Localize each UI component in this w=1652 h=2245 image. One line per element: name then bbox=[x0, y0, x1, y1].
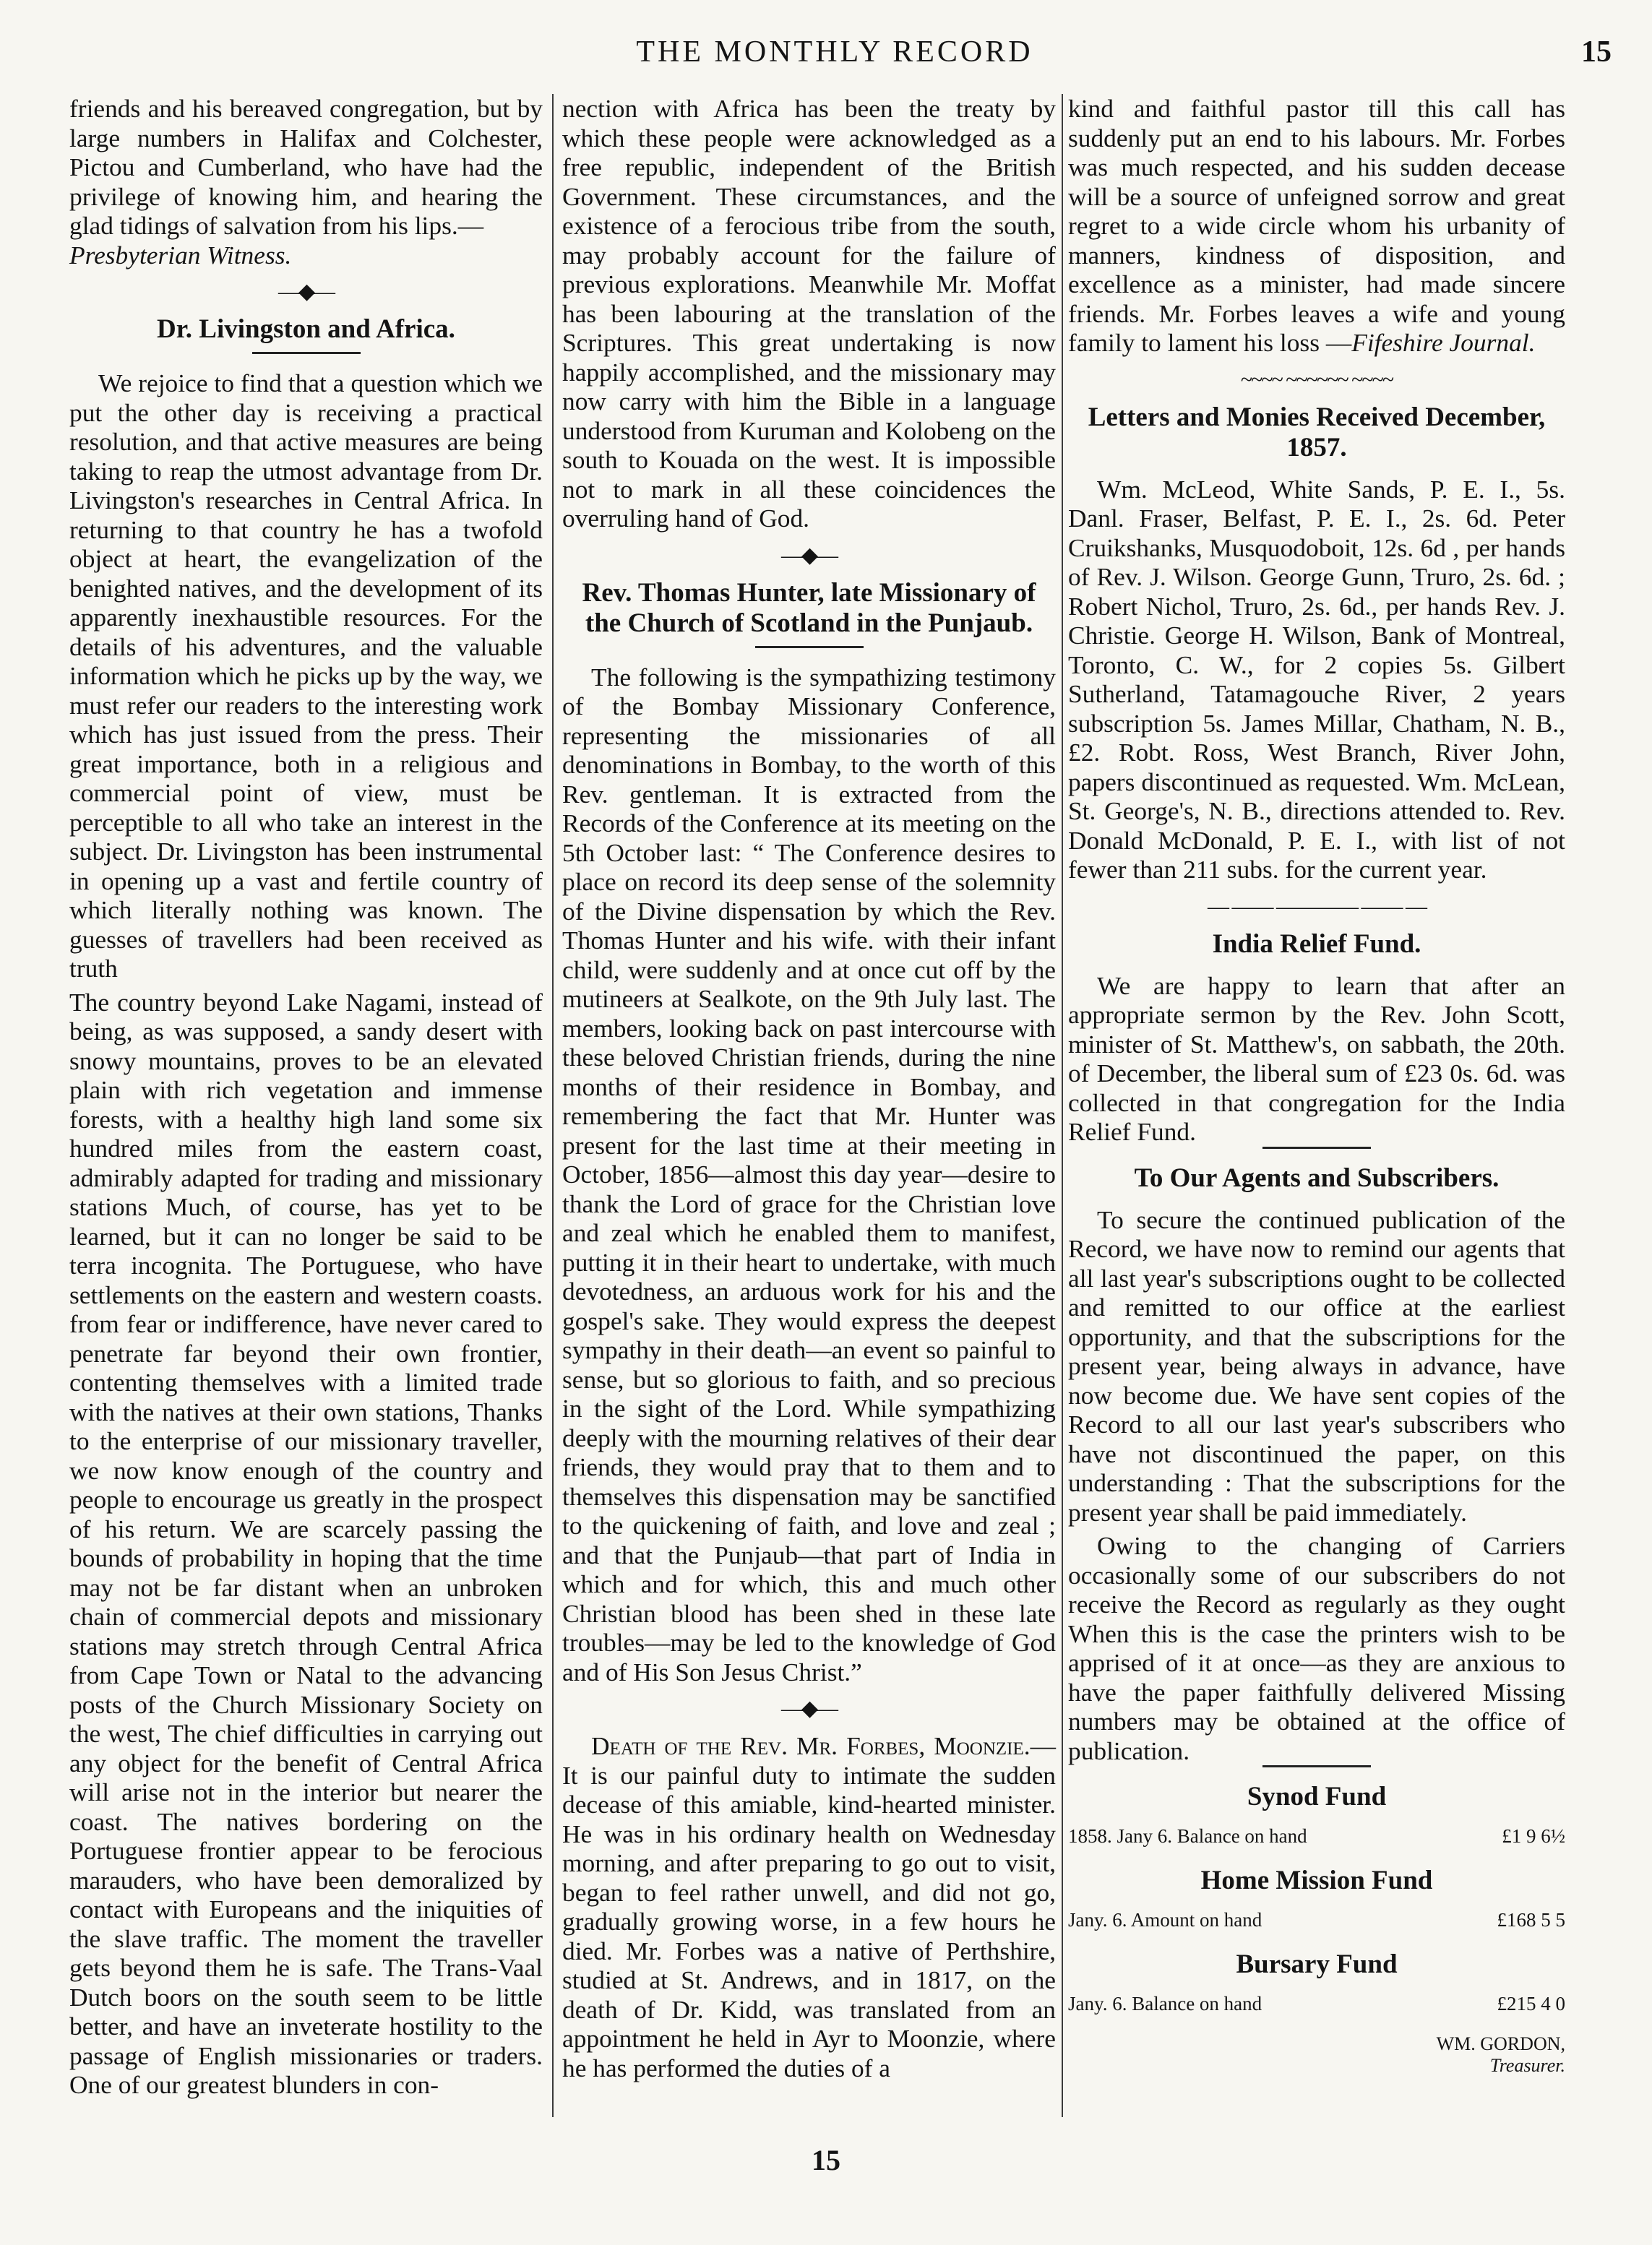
page-header bbox=[58, 35, 1612, 78]
fund-row bbox=[1068, 1908, 1565, 1932]
signature-title: Treasurer. bbox=[1489, 2055, 1565, 2076]
fund-amount: £168 5 5 bbox=[1497, 1909, 1565, 1931]
paragraph: friends and his bereaved congregation, but by large numbers in Halifax and Colchester, Pictou and Cumberland, who have had the privilege of knowing him, and hearing the glad tidings of salvation from his lips.— bbox=[69, 94, 543, 240]
article-heading: To Our Agents and Subscribers. bbox=[1134, 1163, 1500, 1193]
paragraph: The country beyond Lake Nagami, instead of being, as was supposed, a sandy desert with snowy mountains, proves to be an elevated plain with rich vegetation and immense forests, with a healthy high land some six hundred miles from the eastern coast, admirably adapted for trading and missionary stations Much, of course, has yet to be learned, but it can no longer be said to be terra incognita. The Portuguese, who have settlements on the eastern and western coasts. from fear or indifference, have never cared to penetrate far beyond their own frontier, contenting themselves with a limited trade with the natives at their own stations, Thanks to the enterprise of our missionary traveller, we now know enough of the country and people to encourage us greatly in the prospect of his return. We are scarcely passing the bounds of probability in hoping that the time may not be far distant when an unbroken chain of commercial depots and missionary stations may stretch through Central Africa from Cape Town or Natal to the advancing posts of the Church Missionary Society on the west, The chief difficulties in carrying out any object for the benefit of Central Africa will arise not in the interior but nearer the coast. The natives bordering on the Portuguese frontier appear to be ferocious marauders, who have been demoralized by contact with Europeans and the iniquities of the slave traffic. The moment the traveller gets beyond them he is safe. The Trans-Vaal Dutch boors on the south seem to be little better, and have an inveterate hostility to the passage of English missionaries or traders. One of our greatest blunders in con- bbox=[69, 987, 543, 2099]
fund-row bbox=[1068, 1824, 1565, 1848]
paragraph bbox=[1068, 94, 1565, 358]
article-heading: Dr. Livingston and Africa. bbox=[157, 314, 455, 344]
fund-line: Jany. 6. Balance on hand bbox=[1068, 1993, 1262, 2015]
separator: —◆— bbox=[780, 543, 838, 567]
separator: —◆— bbox=[780, 1697, 838, 1720]
heading-rule bbox=[755, 646, 864, 648]
article-continuation bbox=[69, 94, 543, 270]
separator: ~~~~ ~~~~~~ ~~~~ bbox=[1240, 367, 1393, 392]
running-title: THE MONTHLY RECORD bbox=[636, 35, 1033, 69]
obituary-paragraph bbox=[562, 1731, 1056, 2082]
heading-rule bbox=[1262, 1147, 1371, 1149]
paragraph: To secure the continued publication of the Record, we have now to remind our agents that all last year's subscriptions ought to be collected and remitted to our office at the earliest opportunity, and that the subscriptions for the present year, being always in advance, have now become due. We have sent copies of the Record to all our last year's subscribers who have not discontinued the paper, on this understanding : That the subscriptions for the present year shall be paid immediately. bbox=[1068, 1205, 1565, 1527]
fund-row bbox=[1068, 1991, 1565, 2016]
paragraph: The following is the sympathizing testimony of the Bombay Missionary Conference, representing the missionaries of all denominations in Bombay, to the worth of this Rev. gentleman. It is extracted from the Records of the Conference at its meeting on the 5th October last: “ The Conference desires to place on record its deep sense of the solemnity of the Divine dispensation by which the Rev. Thomas Hunter and his wife. with their infant child, were suddenly and at once cut off by the mutineers at Sealkote, on the 9th July last. The members, looking back on past intercourse with these beloved Christian friends, during the nine months of their residence in Bombay, and remembering the fact that Mr. Hunter was present for the last time at their meeting in October, 1856—almost this day year—desire to thank the Lord of grace for the Christian love and zeal which he enabled them to manifest, putting it in their heart to undertake, with much devotedness, an arduous work for his and the gospel's sake. They would express the deepest sympathy in their death—an event so painful to sense, but so glorious to faith, and so precious in the sight of the Lord. While sympathizing deeply with the mourning relatives of their dear friends, they would pray that to them and to themselves this dispensation may be sanctified to the quickening of faith, and love and zeal ; and that the Punjaub—that part of India in which and for which, this and much other Christian blood has been shed in these late troubles—may be led to the knowledge of God and of His Son Jesus Christ.” bbox=[562, 662, 1056, 1686]
article-heading: Letters and Monies Received December, 1857. bbox=[1088, 402, 1546, 462]
separator: — —— ———— —— — bbox=[1208, 894, 1426, 918]
source-credit: Fifeshire Journal. bbox=[1351, 328, 1536, 357]
paragraph: We rejoice to find that a question which we put the other day is receiving a practical resolution, and that active measures are being taking to reap the utmost advantage from Dr. Livingston's researches in Central Africa. In returning to that country he has a twofold object at heart, the evangelization of the benighted natives, and the development of its apparently inexhaustible resources. For the details of his adventures, and the valuable information which he picks up by the way, we must refer our readers to the interesting work which has just issued from the press. Their great importance, both in a religious and commercial point of view, must be perceptible to all who take an interest in the subject. Dr. Livingston has been instrumental in opening up a vast and fertile country of which literally nothing was known. The guesses of travellers had been received as truth bbox=[69, 369, 543, 983]
fund-label bbox=[1068, 1824, 1307, 1848]
paragraph: Wm. McLeod, White Sands, P. E. I., 5s. Danl. Fraser, Belfast, P. E. I., 2s. 6d. Peter Cruikshanks, Musquodoboit, 12s. 6d , per hands of Rev. J. Wilson. George Gunn, Truro, 2s. 6d. ; Robert Nichol, Truro, 2s. 6d., per hands Rev. J. Christie. George H. Wilson, Bank of Montreal, Toronto, C. W., for 2 copies 5s. Gilbert Sutherland, Tatamagouche River, 2 years subscription 5s. James Millar, Chatham, N. B., £2. Robt. Ross, West Branch, River John, papers discontinued as requested. Wm. McLean, St. George's, N. B., directions attended to. Rev. Donald McDonald, P. E. I., with list of not fewer than 211 subs. for the current year. bbox=[1068, 474, 1565, 884]
signature-name: WM. GORDON, bbox=[1436, 2033, 1565, 2054]
paragraph: We are happy to learn that after an appropriate sermon by the Rev. John Scott, minister of St. Matthew's, on sabbath, the 20th. of December, the liberal sum of £23 0s. 6d. was collected in that congregation for the India Relief Fund. bbox=[1068, 970, 1565, 1146]
fund-year: 1858. bbox=[1068, 1825, 1112, 1847]
paragraph: nection with Africa has been the treaty by which these people were acknowledged as a free republic, independent of the British Government. These circumstances, and the existence of a ferocious tribe from the south, may probably account for the failure of previous explorations. Meanwhile Mr. Moffat has been labouring at the translation of the Scriptures. This great undertaking is now happily accomplished, and the missionary may now carry with him the Bible in a language understood from Kuruman and Kolobeng on the south to Kouada on the west. It is impossible not to mark in all these coincidences the overruling hand of God. bbox=[562, 94, 1056, 533]
column-2 bbox=[562, 94, 1056, 2087]
source-credit: Presbyterian Witness. bbox=[69, 240, 292, 270]
paragraph: Owing to the changing of Carriers occasionally some of our subscribers do not receive the Record as regularly as they ought When this is the case the printers wish to be apprised of it at once—as they are anxious to have the paper faithfully delivered Missing numbers may be obtained at the office of publication. bbox=[1068, 1531, 1565, 1765]
page-number: 15 bbox=[1581, 35, 1612, 69]
fund-amount: £215 4 0 bbox=[1497, 1993, 1565, 2015]
fund-heading: Synod Fund bbox=[1247, 1782, 1387, 1811]
fund-heading: Home Mission Fund bbox=[1200, 1866, 1433, 1895]
heading-rule bbox=[1262, 1765, 1371, 1767]
signature bbox=[1068, 2033, 1565, 2077]
fund-line: Jany 6. Balance on hand bbox=[1117, 1825, 1307, 1847]
footer-page-number: 15 bbox=[812, 2144, 840, 2176]
paragraph-text: kind and faithful pastor till this call has suddenly put an end to his labours. Mr. Forbes was much respected, and his sudden decease will be a source of unfeigned sorrow and great regret to a wide circle whom his urbanity of manners, kindness of disposition, and excellence as a minister, had made sincere friends. Mr. Forbes leaves a wife and young family to lament his loss — bbox=[1068, 94, 1565, 357]
column-rule-1 bbox=[552, 94, 554, 2117]
heading-rule bbox=[252, 352, 361, 354]
column-rule-2 bbox=[1062, 94, 1063, 2117]
obituary-text: —It is our painful duty to intimate the sudden decease of this amiable, kind-hearted minister. He was in his ordinary health on Wednesday morning, and after preparing to go out to visit, began to feel rather unwell, and did not go, gradually growing worse, in a few hours he died. Mr. Forbes was a native of Perthshire, studied at St. Andrews, and in 1817, on the death of Dr. Kidd, was translated from an appointment he held in Ayr to Moonzie, where he has performed the duties of a bbox=[562, 1731, 1056, 2082]
column-1 bbox=[69, 94, 543, 2104]
fund-amount: £1 9 6½ bbox=[1502, 1825, 1565, 1847]
obituary-heading: Death of the Rev. Mr. Forbes, Moonzie. bbox=[591, 1731, 1031, 1760]
article-heading: Rev. Thomas Hunter, late Missionary of the Church of Scotland in the Punjaub. bbox=[582, 577, 1036, 638]
fund-heading: Bursary Fund bbox=[1236, 1949, 1398, 1979]
column-3 bbox=[1068, 94, 1565, 2077]
separator: —◆— bbox=[278, 280, 335, 303]
article-heading: India Relief Fund. bbox=[1212, 928, 1421, 959]
fund-line: Jany. 6. Amount on hand bbox=[1068, 1909, 1262, 1931]
